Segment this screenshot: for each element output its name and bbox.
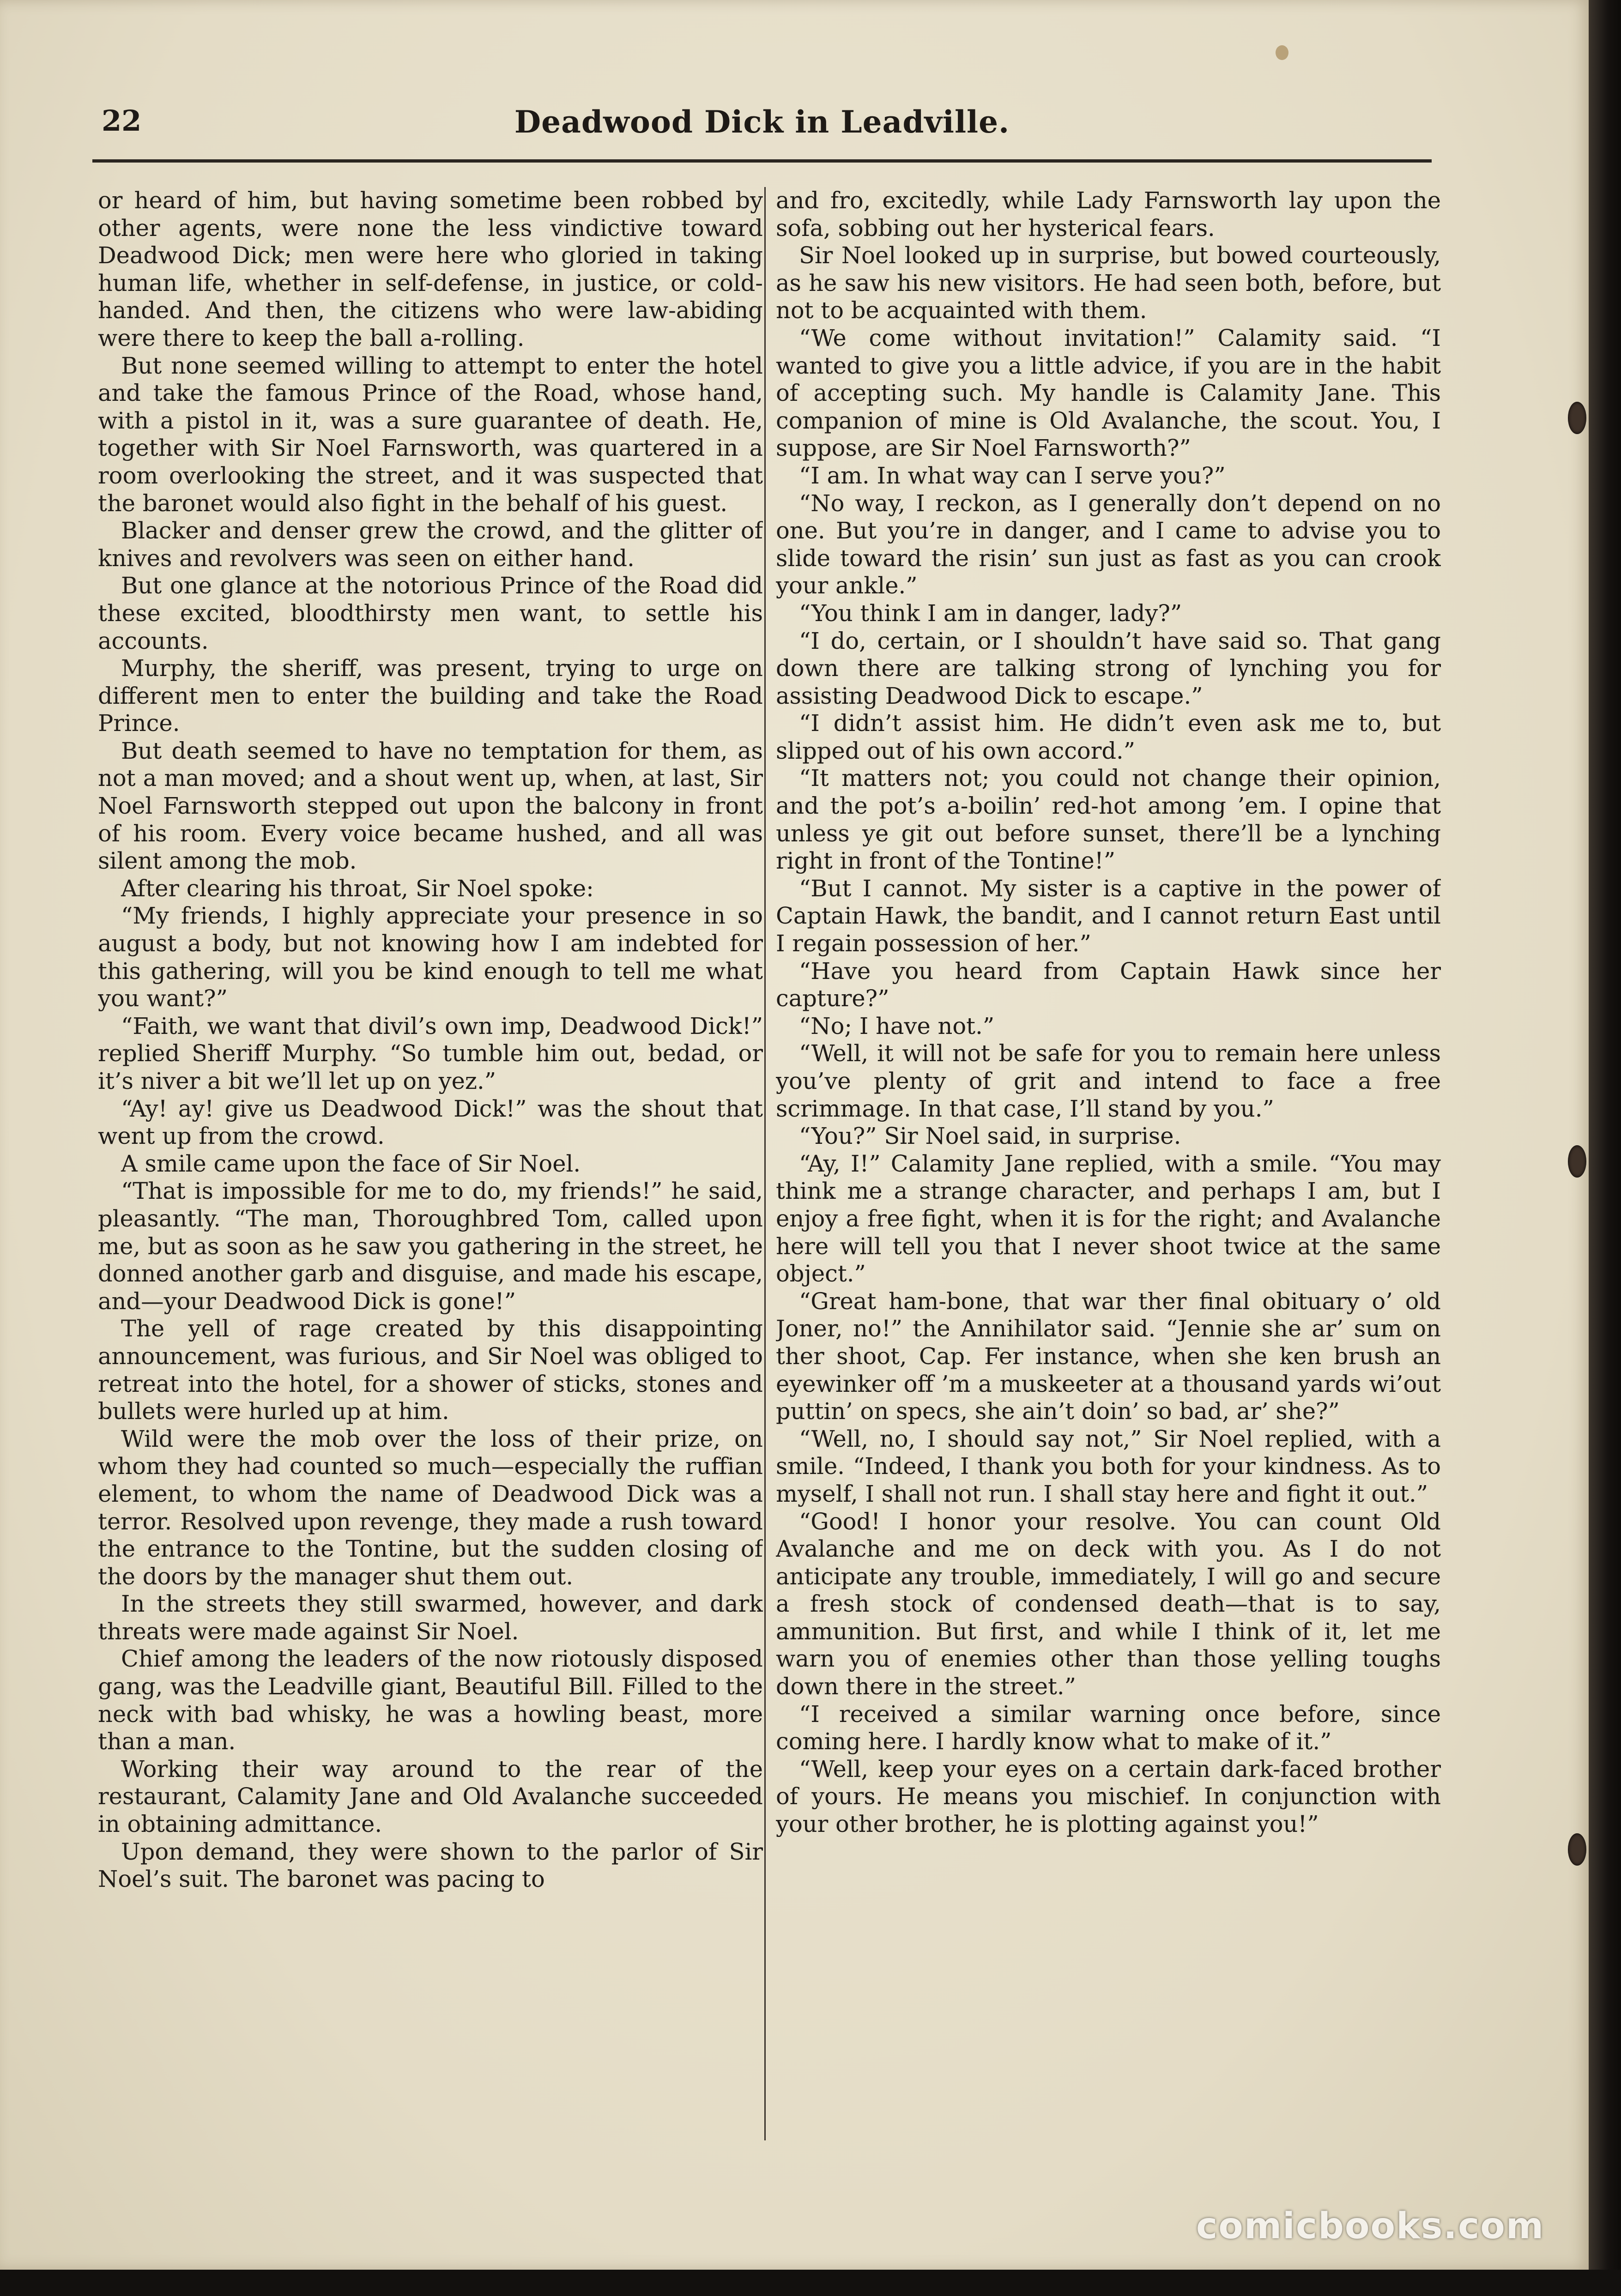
paragraph: A smile came upon the face of Sir Noel.: [121, 1150, 581, 1177]
paragraph: “Ay, I!” Calamity Jane replied, with a smile. “You may think me a strange character, and perhaps I am, but I enjoy a free fight, when it is for the right; and Avalanche here will tell you that I never shoot twice at the same object.”: [776, 1150, 1441, 1287]
paragraph: “Well, no, I should say not,” Sir Noel replied, with a smile. “Indeed, I thank you both for your kindness. As to myself, I shall not run. I shall stay here and fight it out.”: [776, 1425, 1441, 1507]
paragraph: “I received a similar warning once before, since coming here. I hardly know what to make of it.”: [776, 1700, 1441, 1755]
paragraph: “I am. In what way can I serve you?”: [799, 462, 1226, 489]
binding-hole: [1568, 1833, 1586, 1866]
paragraph: “Well, it will not be safe for you to remain here unless you’ve plenty of grit and intend to face a free scrimmage. In that case, I’ll stand by you.”: [776, 1040, 1441, 1122]
paragraph: “Ay! ay! give us Deadwood Dick!” was the shout that went up from the crowd.: [98, 1095, 763, 1150]
paragraph: Sir Noel looked up in surprise, but bowed courteously, as he saw his new visitors. He had seen both, before, but not to be acquainted with them.: [776, 242, 1441, 324]
paragraph: “I didn’t assist him. He didn’t even ask me to, but slipped out of his own accord.”: [776, 710, 1441, 764]
paragraph: Upon demand, they were shown to the parlor of Sir Noel’s suit. The baronet was pacing to: [98, 1838, 763, 1893]
header-rule: [92, 159, 1432, 163]
paragraph: “Have you heard from Captain Hawk since her capture?”: [776, 957, 1441, 1012]
paragraph: Murphy, the sheriff, was present, trying to urge on different men to enter the building and take the Road Prince.: [98, 655, 763, 737]
paragraph: “Good! I honor your resolve. You can count Old Avalanche and me on deck with you. As I do not anticipate any trouble, immediately, I will go and secure a fresh stock of condensed death—that is to say, ammunition. But first, and while I think of it, let me warn you of enemies other than those yelling toughs down there in the street.”: [776, 1508, 1441, 1700]
paper-stain: [1276, 45, 1288, 60]
paragraph: “You think I am in danger, lady?”: [799, 599, 1182, 627]
paragraph: “No way, I reckon, as I generally don’t depend on no one. But you’re in danger, and I came to advise you to slide toward the risin’ sun just as fast as you can crook your ankle.”: [776, 489, 1441, 599]
paragraph: Blacker and denser grew the crowd, and the glitter of knives and revolvers was seen on either hand.: [98, 517, 763, 572]
binding-hole: [1568, 402, 1586, 434]
paragraph: After clearing his throat, Sir Noel spoke:: [121, 875, 594, 902]
paragraph: Wild were the mob over the loss of their prize, on whom they had counted so much—especially the ruffian element, to whom the name of Deadwood Dick was a terror. Resolved upon revenge, they made a rush toward the entrance to the Tontine, but the sudden closing of the doors by the manager shut them out.: [98, 1425, 763, 1590]
paragraph: In the streets they still swarmed, however, and dark threats were made against Sir Noel.: [98, 1590, 763, 1645]
left-column: [98, 187, 763, 2163]
paragraph: “You?” Sir Noel said, in surprise.: [799, 1123, 1181, 1150]
scan-edge: [0, 2270, 1621, 2296]
paragraph: But none seemed willing to attempt to enter the hotel and take the famous Prince of the Road, whose hand, with a pistol in it, was a sure guarantee of death. He, together with Sir Noel Farnsworth, was quartered in a room overlooking the street, and it was suspected that the baronet would also fight in the behalf of his guest.: [98, 352, 763, 517]
page-header: [97, 99, 1427, 150]
paragraph: “Well, keep your eyes on a certain dark-faced brother of yours. He means you mischief. In conjunction with your other brother, he is plotting against you!”: [776, 1755, 1441, 1838]
paragraph: “That is impossible for me to do, my friends!” he said, pleasantly. “The man, Thoroughbred Tom, called upon me, but as soon as he saw you gathering in the street, he donned another garb and disguise, and made his escape, and—your Deadwood Dick is gone!”: [98, 1178, 763, 1315]
running-title: Deadwood Dick in Leadville.: [514, 104, 1010, 140]
paragraph: “We come without invitation!” Calamity said. “I wanted to give you a little advice, if you are in the habit of accepting such. My handle is Calamity Jane. This companion of mine is Old Avalanche, the scout. You, I suppose, are Sir Noel Farnsworth?”: [776, 324, 1441, 462]
paragraph: “Great ham-bone, that war ther final obituary o’ old Joner, no!” the Annihilator said. “Jennie she ar’ sum on ther shoot, Cap. Fer instance, when she ken brush an eyewinker off ’m a muskeeter at a thousand yards wi’out puttin’ on specs, she ain’t doin’ so bad, ar’ she?”: [776, 1287, 1441, 1425]
paragraph: “It matters not; you could not change their opinion, and the pot’s a-boilin’ red-hot among ’em. I opine that unless ye git out before sunset, there’ll be a lynching right in front of the Tontine!”: [776, 765, 1441, 875]
column-divider: [764, 187, 766, 2140]
paragraph: Chief among the leaders of the now riotously disposed gang, was the Leadville giant, Beautiful Bill. Filled to the neck with bad whisky, he was a howling beast, more than a man.: [98, 1645, 763, 1755]
paragraph: But one glance at the notorious Prince of the Road did these excited, bloodthirsty men want, to settle his accounts.: [98, 572, 763, 654]
paragraph: “No; I have not.”: [799, 1012, 995, 1039]
paragraph: “But I cannot. My sister is a captive in the power of Captain Hawk, the bandit, and I cannot return East until I regain possession of her.”: [776, 875, 1441, 957]
paragraph: Working their way around to the rear of the restaurant, Calamity Jane and Old Avalanche succeeded in obtaining admittance.: [98, 1755, 763, 1838]
paragraph: “My friends, I highly appreciate your presence in so august a body, but not knowing how I am indebted for this gathering, will you be kind enough to tell me what you want?”: [98, 902, 763, 1012]
binding-edge: [1589, 0, 1621, 2296]
paragraph: or heard of him, but having sometime been robbed by other agents, were none the less vindictive toward Deadwood Dick; men were here who gloried in taking human life, whether in self-defense, in justice, or cold-handed. And then, the citizens who were law-abiding were there to keep the ball a-rolling.: [98, 187, 763, 351]
paragraph: “I do, certain, or I shouldn’t have said so. That gang down there are talking strong of lynching you for assisting Deadwood Dick to escape.”: [776, 627, 1441, 709]
paragraph: “Faith, we want that divil’s own imp, Deadwood Dick!” replied Sheriff Murphy. “So tumble him out, bedad, or it’s niver a bit we’ll let up on yez.”: [98, 1012, 763, 1094]
binding-hole: [1568, 1145, 1586, 1178]
paragraph: and fro, excitedly, while Lady Farnsworth lay upon the sofa, sobbing out her hysterical fears.: [776, 187, 1441, 242]
paragraph: The yell of rage created by this disappointing announcement, was furious, and Sir Noel was obliged to retreat into the hotel, for a shower of sticks, stones and bullets were hurled up at him.: [98, 1315, 763, 1425]
paragraph: But death seemed to have no temptation for them, as not a man moved; and a shout went up, when, at last, Sir Noel Farnsworth stepped out upon the balcony in front of his room. Every voice became hushed, and all was silent among the mob.: [98, 737, 763, 875]
page-number: 22: [102, 104, 142, 138]
right-column: [776, 187, 1441, 2163]
watermark-text: comicbooks.com: [1196, 2205, 1545, 2247]
